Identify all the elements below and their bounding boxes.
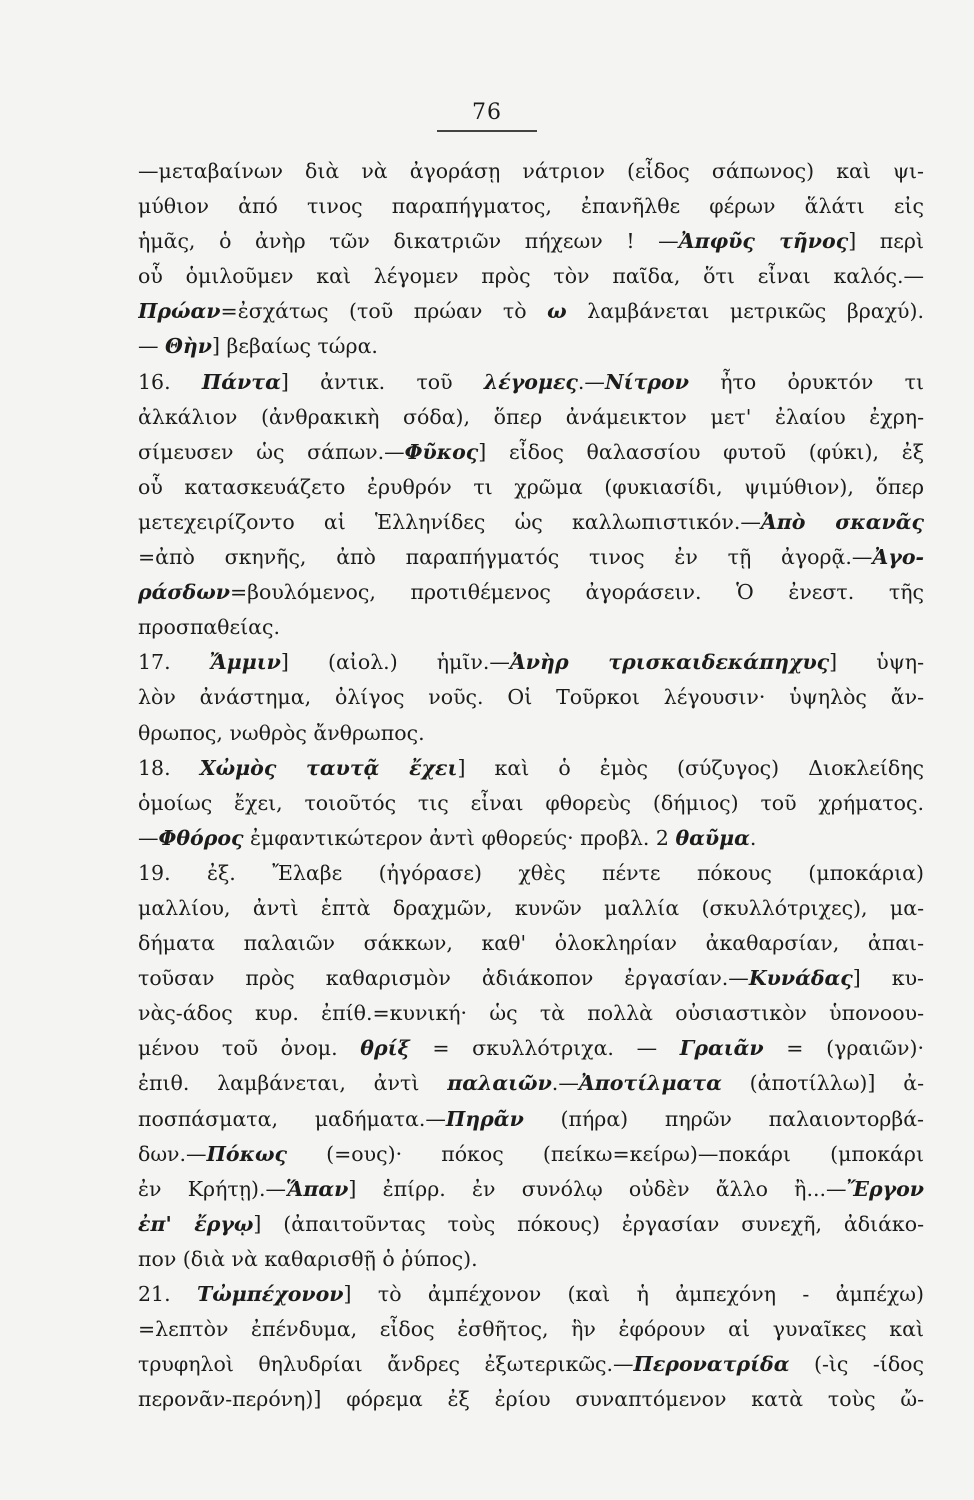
text-segment: νὰς-άδος κυρ. ἐπίθ.=κυνική· ὡς τὰ πολλὰ οὐσιαστικὸν ὑπονοου- — [138, 1001, 924, 1026]
text-line — [138, 259, 924, 294]
text-line — [138, 224, 924, 259]
text-segment: 18. — [138, 755, 200, 780]
text-segment: μύθιον ἀπό τινος παραπήγματος, ἐπανῆλθε φέρων ἅλάτι εἰς — [138, 194, 924, 219]
text-segment: ] εἶδος θαλασσίου φυτοῦ (φύκι), ἐξ — [478, 439, 924, 464]
text-line — [138, 645, 924, 680]
lemma-term: Φθόρος — [158, 825, 244, 850]
text-segment: (=ους)· πόκος (πείκω=κείρω)—ποκάρι (μποκάρι — [286, 1141, 924, 1166]
text-segment: =λεπτὸν ἐπένδυμα, εἶδος ἐσθῆτος, ἣν ἐφόρουν αἱ γυναῖκες καὶ — [138, 1317, 924, 1342]
lemma-term: Περονατρίδα — [633, 1352, 790, 1377]
lemma-term: Ἀγο- — [872, 545, 924, 570]
text-segment: μετεχειρίζοντο αἱ Ἑλληνίδες ὡς καλλωπιστικόν.— — [138, 509, 761, 534]
lemma-term: Χὠμὸς ταυτᾷ ἔχει — [199, 755, 458, 780]
lemma-term: ω — [547, 299, 567, 324]
text-line — [138, 575, 924, 610]
text-segment: προσπαθείας. — [138, 615, 281, 640]
text-line — [138, 821, 924, 856]
text-line — [138, 751, 924, 786]
text-line — [138, 1066, 924, 1101]
text-line — [138, 1277, 924, 1312]
text-line — [138, 1172, 924, 1207]
text-line — [138, 891, 924, 926]
text-segment: 17. — [138, 650, 210, 675]
lemma-term: Πόκως — [206, 1141, 287, 1166]
lemma-term: θρίξ — [360, 1036, 410, 1061]
lemma-term: Ἔργον — [846, 1176, 924, 1201]
lemma-term: Νίτρον — [604, 369, 689, 394]
page-number: 76 — [472, 100, 502, 125]
text-segment: ] καὶ ὁ ἐμὸς (σύζυγος) Διοκλείδης — [457, 755, 924, 780]
text-segment: τρυφηλοὶ θηλυδρίαι ἄνδρες ἐξωτερικῶς.— — [138, 1352, 634, 1377]
text-segment: 19. ἐξ. Ἔλαβε (ἠγόρασε) χθὲς πέντε πόκους (μποκάρια) — [138, 860, 924, 885]
lemma-term: Θὴν — [165, 334, 213, 359]
text-segment: θρωπος, νωθρὸς ἄνθρωπος. — [138, 720, 425, 745]
text-segment: μένου τοῦ ὀνομ. — [138, 1036, 361, 1061]
text-segment: οὗ κατασκευάζετο ἐρυθρόν τι χρῶμα (φυκιασίδι, ψιμύθιον), ὅπερ — [138, 474, 924, 499]
text-line — [138, 1312, 924, 1347]
text-segment: πον (διὰ νὰ καθαρισθῇ ὁ ῥύπος). — [138, 1246, 478, 1271]
text-segment: ] (ἀπαιτοῦντας τοὺς πόκους) ἐργασίαν συνεχῆ, ἀδιάκο- — [253, 1211, 924, 1236]
text-segment: =βουλόμενος, προτιθέμενος ἀγοράσειν. Ὁ ἐνεστ. τῆς — [229, 580, 924, 605]
lemma-term: παλαιῶν — [447, 1071, 552, 1096]
text-line — [138, 329, 924, 364]
lemma-term: ράσδων — [138, 580, 230, 605]
text-segment: (πήρα) πηρῶν παλαιοντορβά- — [523, 1106, 924, 1131]
lemma-term: Ἀπφῦς τῆνος — [678, 229, 849, 254]
lemma-term: Ἀποτίλματα — [578, 1071, 722, 1096]
lemma-term: θαῦμα — [675, 825, 750, 850]
text-line — [138, 505, 924, 540]
text-segment: (-ὶς -ίδος — [789, 1352, 924, 1377]
text-segment: = (γραιῶν)· — [763, 1036, 924, 1061]
text-line — [138, 961, 924, 996]
text-segment: ἐν Κρήτῃ).— — [138, 1176, 286, 1201]
header-rule — [437, 130, 537, 132]
text-segment: — — [138, 334, 166, 359]
text-segment: δήματα παλαιῶν σάκκων, καθ' ὁλοκληρίαν ἀκαθαρσίαν, ἀπαι- — [138, 931, 924, 956]
text-line — [138, 1031, 924, 1066]
lemma-term: Γραιᾶν — [679, 1036, 764, 1061]
text-segment: ἐπιθ. λαμβάνεται, ἀντὶ — [138, 1071, 448, 1096]
text-line — [138, 1242, 924, 1277]
text-segment: ] περὶ — [848, 229, 924, 254]
text-segment: ὁμοίως ἔχει, τοιοῦτός τις εἶναι φθορεὺς (δήμιος) τοῦ χρήματος. — [138, 790, 924, 815]
text-segment: περονᾶν-περόνη)] φόρεμα ἐξ ἐρίου συναπτόμενον κατὰ τοὺς ὤ- — [138, 1387, 924, 1412]
text-segment: 16. — [138, 369, 202, 394]
text-segment: μαλλίου, ἀντὶ ἑπτὰ δραχμῶν, κυνῶν μαλλία (σκυλλότριχες), μα- — [138, 895, 924, 920]
text-segment: ἦτο ὀρυκτόν τι — [688, 369, 924, 394]
lemma-term: ἐπ' ἔργῳ — [138, 1211, 254, 1236]
text-line — [138, 610, 924, 645]
text-line — [138, 716, 924, 751]
text-segment: . — [749, 825, 757, 850]
text-segment: .— — [577, 369, 605, 394]
text-line — [138, 680, 924, 715]
lemma-term: λέγομες — [483, 369, 578, 394]
text-line — [138, 1102, 924, 1137]
text-line — [138, 1382, 924, 1417]
text-segment: λὸν ἀνάστημα, ὀλίγος νοῦς. Οἱ Τοῦρκοι λέγουσιν· ὑψηλὸς ἄν- — [138, 685, 924, 710]
text-segment: ] ἐπίρρ. ἐν συνόλῳ οὐδὲν ἄλλο ἢ...— — [348, 1176, 847, 1201]
lemma-term: Πηρᾶν — [445, 1106, 524, 1131]
text-segment: ] τὸ ἀμπέχονον (καὶ ἡ ἀμπεχόνη - ἀμπέχω) — [343, 1282, 924, 1306]
text-segment: ἡμᾶς, ὁ ἀνὴρ τῶν δικατριῶν πήχεων ! — — [138, 229, 679, 254]
text-segment: — — [138, 825, 159, 850]
text-segment: ] κυ- — [852, 966, 924, 991]
lemma-term: Τὠμπέχονον — [196, 1282, 344, 1306]
lemma-term: Φῦκος — [404, 439, 479, 464]
text-segment: = σκυλλότριχα. — — [409, 1036, 680, 1061]
text-segment: δων.— — [138, 1141, 207, 1166]
text-segment: ] βεβαίως τώρα. — [212, 334, 378, 359]
text-segment: 21. — [138, 1282, 197, 1306]
text-line — [138, 470, 924, 505]
lemma-term: Ἀνὴρ τρισκαιδεκάπηχυς — [509, 650, 830, 675]
text-segment: ] (αἰολ.) ἡμῖν.— — [280, 650, 510, 675]
text-line — [138, 786, 924, 821]
lemma-term: Πρώαν — [138, 299, 221, 324]
text-segment: ἀλκάλιον (ἀνθρακικὴ σόδα), ὅπερ ἀνάμεικτον μετ' ἐλαίου ἐχρη- — [138, 404, 924, 429]
text-segment: —μεταβαίνων διὰ νὰ ἀγοράσῃ νάτριον (εἶδος σάπωνος) καὶ ψι- — [138, 159, 924, 183]
text-line — [138, 996, 924, 1031]
text-line — [138, 540, 924, 575]
text-line — [138, 189, 924, 224]
text-line — [138, 1137, 924, 1172]
text-line — [138, 926, 924, 961]
text-line — [138, 154, 924, 189]
text-line — [138, 1207, 924, 1242]
lemma-term: Ἄμμιν — [209, 650, 281, 675]
text-segment: τοῦσαν πρὸς καθαρισμὸν ἀδιάκοπον ἐργασίαν.— — [138, 966, 749, 991]
text-line — [138, 1347, 924, 1382]
text-segment: .— — [551, 1071, 579, 1096]
text-line — [138, 856, 924, 891]
lemma-term: Ἀπὸ σκανᾶς — [760, 509, 924, 534]
lemma-term: Κυνάδας — [748, 966, 853, 991]
text-body — [138, 154, 924, 1417]
text-segment: (ἀποτίλλω)] ἀ- — [721, 1071, 924, 1096]
lemma-term: Πάντα — [201, 369, 281, 394]
text-line — [138, 435, 924, 470]
text-line — [138, 294, 924, 329]
lemma-term: Ἅπαν — [286, 1176, 349, 1201]
text-segment: =ἀπὸ σκηνῆς, ἀπὸ παραπήγματός τινος ἐν τῇ ἀγορᾷ.— — [138, 545, 873, 570]
text-segment: λαμβάνεται μετρικῶς βραχύ). — [566, 299, 924, 324]
text-line — [138, 400, 924, 435]
text-segment: =ἐσχάτως (τοῦ πρώαν τὸ — [220, 299, 548, 324]
text-line — [138, 365, 924, 400]
text-segment: ποσπάσματα, μαδήματα.— — [138, 1106, 446, 1131]
text-segment: ἐμφαντικώτερον ἀντὶ φθορεύς· προβλ. 2 — [243, 825, 676, 850]
text-segment: σίμευσεν ὡς σάπων.— — [138, 439, 405, 464]
text-segment: οὗ ὁμιλοῦμεν καὶ λέγομεν πρὸς τὸν παῖδα, ὅτι εἶναι καλός.— — [138, 264, 924, 289]
text-segment: ] ὑψη- — [829, 650, 924, 675]
text-segment: ] ἀντικ. τοῦ — [280, 369, 484, 394]
